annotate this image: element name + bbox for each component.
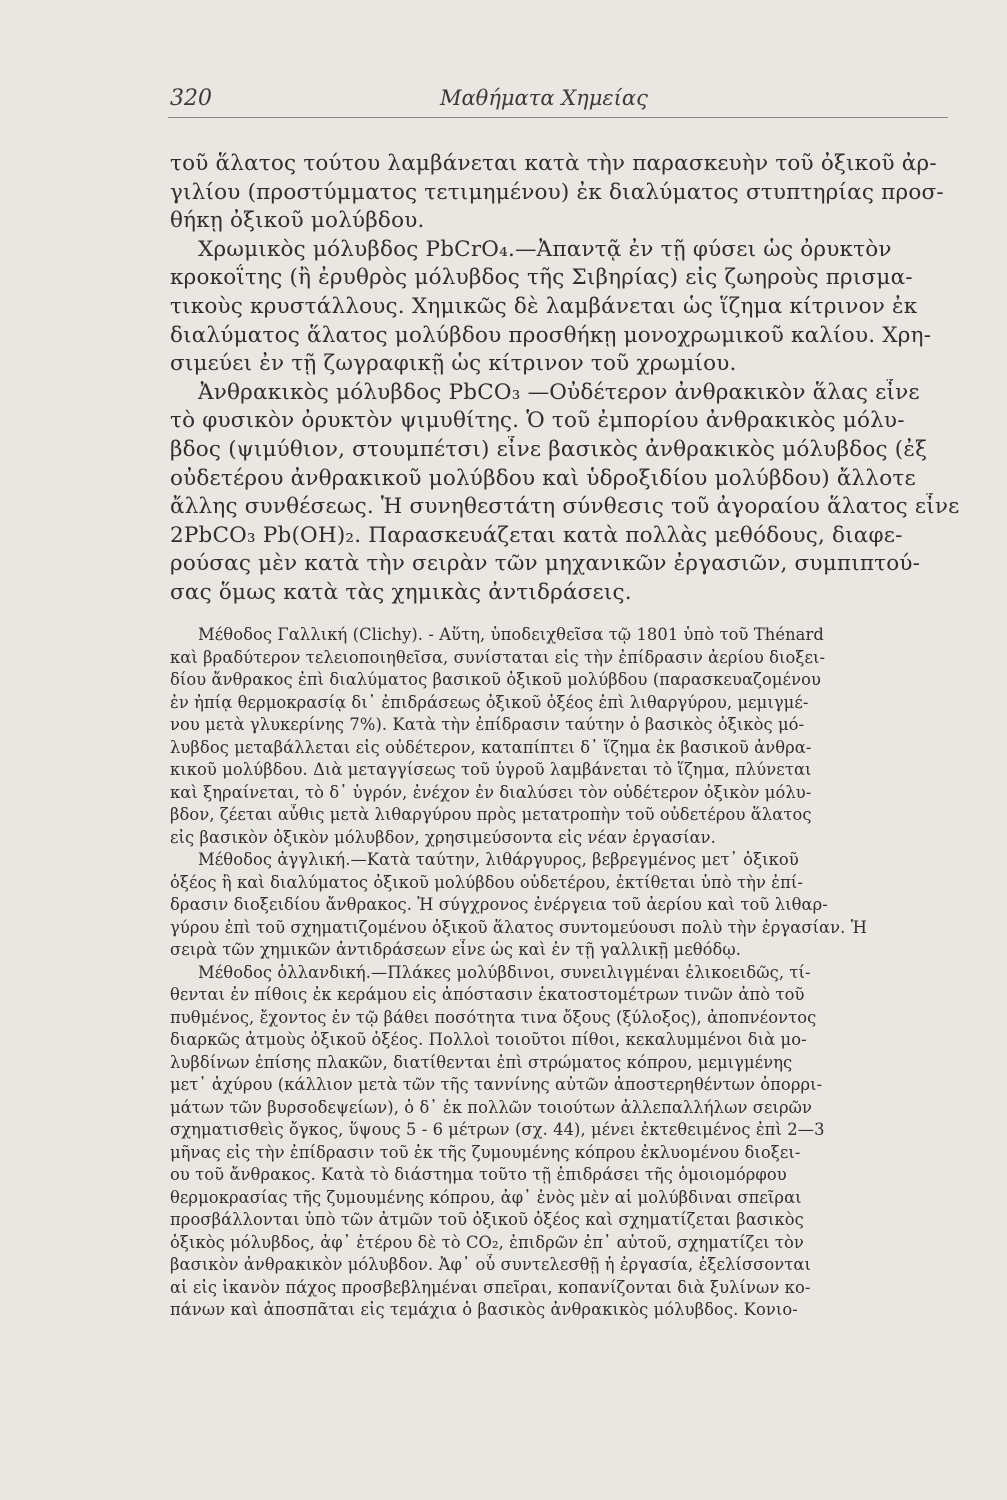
text-line: οὐδετέρου ἀνθρακικοῦ μολύβδου καὶ ὑδροξιδίου μολύβδου) ἄλλοτε bbox=[170, 465, 916, 491]
text-line: λυβδος μεταβάλλεται εἰς οὐδέτερον, καταπίπτει δ᾽ ἵζημα ἐκ βασικοῦ ἀνθρα- bbox=[170, 737, 812, 757]
text-line: σιμεύει ἐν τῇ ζωγραφικῇ ὡς κίτρινον τοῦ χρωμίου. bbox=[170, 351, 737, 377]
text-line: σχηματισθεὶς ὄγκος, ὕψους 5 - 6 μέτρων (σχ. 44), μένει ἐκτεθειμένος ἐπὶ 2—3 bbox=[170, 1120, 825, 1139]
text-line: βασικὸν ἀνθρακικὸν μόλυβδον. Ἀφ᾽ οὗ συντελεσθῇ ἡ ἐργασία, ἐξελίσσονται bbox=[170, 1255, 811, 1274]
text-line: 2PbCO₃ Pb(OH)₂. Παρασκευάζεται κατὰ πολλὰς μεθόδους, διαφε- bbox=[170, 522, 903, 548]
text-line: μετ᾽ ἀχύρου (κάλλιον μετὰ τῶν τῆς ταννίνης αὐτῶν ἀποστερηθέντων ὁπορρι- bbox=[170, 1075, 823, 1094]
text-line: θενται ἐν πίθοις ἐκ κεράμου εἰς ἀπόστασιν ἑκατοστομέτρων τινῶν ἀπὸ τοῦ bbox=[170, 985, 805, 1004]
text-line: προσβάλλονται ὑπὸ τῶν ἀτμῶν τοῦ ὀξικοῦ ὀξέος καὶ σχηματίζεται βασικὸς bbox=[170, 1210, 804, 1229]
text-line: ἐν ἠπίᾳ θερμοκρασίᾳ δι᾽ ἐπιδράσεως ὀξικοῦ ὀξέος ἐπὶ λιθαργύρου, μεμιγμέ- bbox=[170, 692, 809, 712]
text-line: ρούσας μὲν κατὰ τὴν σειρὰν τῶν μηχανικῶν ἐργασιῶν, συμπιπτού- bbox=[170, 551, 921, 577]
text-line: πυθμένος, ἔχοντος ἐν τῷ βάθει ποσότητα τινα ὄξους (ξύλοξος), ἀποπνέοντος bbox=[170, 1007, 817, 1027]
text-line: βδον, ζέεται αὖθις μετὰ λιθαργύρου πρὸς μετατροπὴν τοῦ οὐδετέρου ἅλατος bbox=[170, 805, 812, 824]
text-line: διαρκῶς ἀτμοὺς ὀξικοῦ ὀξέος. Πολλοὶ τοιοῦτοι πίθοι, κεκαλυμμένοι διὰ μο- bbox=[170, 1030, 807, 1049]
text-line: κροκοΐτης (ἢ ἐρυθρὸς μόλυβδος τῆς Σιβηρίας) εἰς ζωηροὺς πρισμα- bbox=[170, 265, 913, 291]
text-line: σας ὅμως κατὰ τὰς χημικὰς ἀντιδράσεις. bbox=[170, 579, 632, 605]
running-title: Μαθήματα Χημείας bbox=[440, 86, 648, 110]
text-line: καὶ βραδύτερον τελειοποιηθεῖσα, συνίσταται εἰς τὴν ἐπίδρασιν ἀερίου διοξει- bbox=[170, 647, 826, 667]
text-line: σειρὰ τῶν χημικῶν ἀντιδράσεων εἶνε ὡς καὶ ἐν τῇ γαλλικῇ μεθόδῳ. bbox=[170, 940, 742, 959]
text-line: πάνων καὶ ἀποσπᾶται εἰς τεμάχια ὁ βασικὸς ἀνθρακικὸς μόλυβδος. Κονιο- bbox=[170, 1300, 798, 1319]
text-line: κικοῦ μολύβδου. Διὰ μεταγγίσεως τοῦ ὑγροῦ λαμβάνεται τὸ ἵζημα, πλύνεται bbox=[170, 760, 812, 779]
main-text bbox=[170, 150, 962, 608]
text-line: νου μετὰ γλυκερίνης 7%). Κατὰ τὴν ἐπίδρασιν ταύτην ὁ βασικὸς ὀξικὸς μό- bbox=[170, 715, 805, 734]
text-line: Μέθοδος Γαλλική (Clichy). - Αὕτη, ὑποδειχθεῖσα τῷ 1801 ὑπὸ τοῦ Thénard bbox=[198, 625, 824, 644]
text-line: γιλίου (προστύμματος τετιμημένου) ἐκ διαλύματος στυπτηρίας προσ- bbox=[170, 179, 944, 205]
text-line: Μέθοδος ἀγγλική.—Κατὰ ταύτην, λιθάργυρος, βεβρεγμένος μετ᾽ ὀξικοῦ bbox=[198, 850, 799, 869]
text-line: ὀξέος ἢ καὶ διαλύματος ὀξικοῦ μολύβδου οὐδετέρου, ἐκτίθεται ὑπὸ τὴν ἐπί- bbox=[170, 872, 803, 892]
text-line: Ἀνθρακικὸς μόλυβδος PbCO₃ —Οὐδέτερον ἀνθρακικὸν ἅλας εἶνε bbox=[198, 379, 920, 405]
text-line: βδος (ψιμύθιον, στουμπέτσι) εἶνε βασικὸς ἀνθρακικὸς μόλυβδος (ἐξ bbox=[170, 436, 928, 462]
text-line: θερμοκρασίας τῆς ζυμουμένης κόπρου, ἀφ᾽ ἑνὸς μὲν αἱ μολύβδιναι σπεῖραι bbox=[170, 1187, 802, 1207]
text-line: ου τοῦ ἄνθρακος. Κατὰ τὸ διάστημα τοῦτο τῇ ἐπιδράσει τῆς ὁμοιομόρφου bbox=[170, 1165, 787, 1184]
text-line: τικοὺς κρυστάλλους. Χημικῶς δὲ λαμβάνεται ὡς ἵζημα κίτρινον ἐκ bbox=[170, 293, 918, 319]
text-line: εἰς βασικὸν ὀξικὸν μόλυβδον, χρησιμεύσοντα εἰς νέαν ἐργασίαν. bbox=[170, 827, 716, 847]
text-line: αἱ εἰς ἱκανὸν πάχος προσβεβλημέναι σπεῖραι, κοπανίζονται διὰ ξυλίνων κο- bbox=[170, 1277, 811, 1297]
text-line: γύρου ἐπὶ τοῦ σχηματιζομένου ὀξικοῦ ἅλατος συντομεύουσι πολὺ τὴν ἐργασίαν. Ἡ bbox=[170, 917, 867, 937]
text-line: Χρωμικὸς μόλυβδος PbCrO₄.—Ἀπαντᾷ ἐν τῇ φύσει ὡς ὀρυκτὸν bbox=[198, 236, 892, 262]
text-line: λυβδίνων ἐπίσης πλακῶν, διατίθενται ἐπὶ στρώματος κόπρου, μεμιγμένης bbox=[170, 1052, 793, 1072]
text-line: δίου ἄνθρακος ἐπὶ διαλύματος βασικοῦ ὀξικοῦ μολύβδου (παρασκευαζομένου bbox=[170, 670, 821, 689]
text-line: μάτων τῶν βυρσοδεψείων), ὁ δ᾽ ἐκ πολλῶν τοιούτων ἀλλεπαλλήλων σειρῶν bbox=[170, 1097, 813, 1117]
page-number: 320 bbox=[170, 86, 212, 111]
text-line: Μέθοδος ὁλλανδική.—Πλάκες μολύβδινοι, συνειλιγμέναι ἑλικοειδῶς, τί- bbox=[198, 962, 811, 982]
text-line: μῆνας εἰς τὴν ἐπίδρασιν τοῦ ἐκ τῆς ζυμουμένης κόπρου ἐκλυομένου διοξει- bbox=[170, 1142, 801, 1162]
text-line: τὸ φυσικὸν ὀρυκτὸν ψιμυθίτης. Ὁ τοῦ ἐμπορίου ἀνθρακικὸς μόλυ- bbox=[170, 408, 905, 434]
text-line: ἄλλης συνθέσεως. Ἡ συνηθεστάτη σύνθεσις τοῦ ἀγοραίου ἅλατος εἶνε bbox=[170, 494, 960, 520]
small-text bbox=[170, 624, 962, 1322]
text-line: δρασιν διοξειδίου ἄνθρακος. Ἡ σύγχρονος ἐνέργεια τοῦ ἀερίου καὶ τοῦ λιθαρ- bbox=[170, 895, 828, 914]
text-line: τοῦ ἅλατος τούτου λαμβάνεται κατὰ τὴν παρασκευὴν τοῦ ὀξικοῦ ἀρ- bbox=[170, 151, 937, 176]
text-line: καὶ ξηραίνεται, τὸ δ᾽ ὑγρόν, ἐνέχον ἐν διαλύσει τὸν οὐδέτερον ὀξικὸν μόλυ- bbox=[170, 782, 812, 802]
text-line: θήκῃ ὀξικοῦ μολύβδου. bbox=[170, 208, 425, 234]
text-line: διαλύματος ἅλατος μολύβδου προσθήκῃ μονοχρωμικοῦ καλίου. Χρη- bbox=[170, 322, 932, 348]
header-rule bbox=[168, 117, 948, 118]
text-line: ὀξικὸς μόλυβδος, ἀφ᾽ ἑτέρου δὲ τὸ CO₂, ἐπιδρῶν ἐπ᾽ αὐτοῦ, σχηματίζει τὸν bbox=[170, 1232, 804, 1252]
